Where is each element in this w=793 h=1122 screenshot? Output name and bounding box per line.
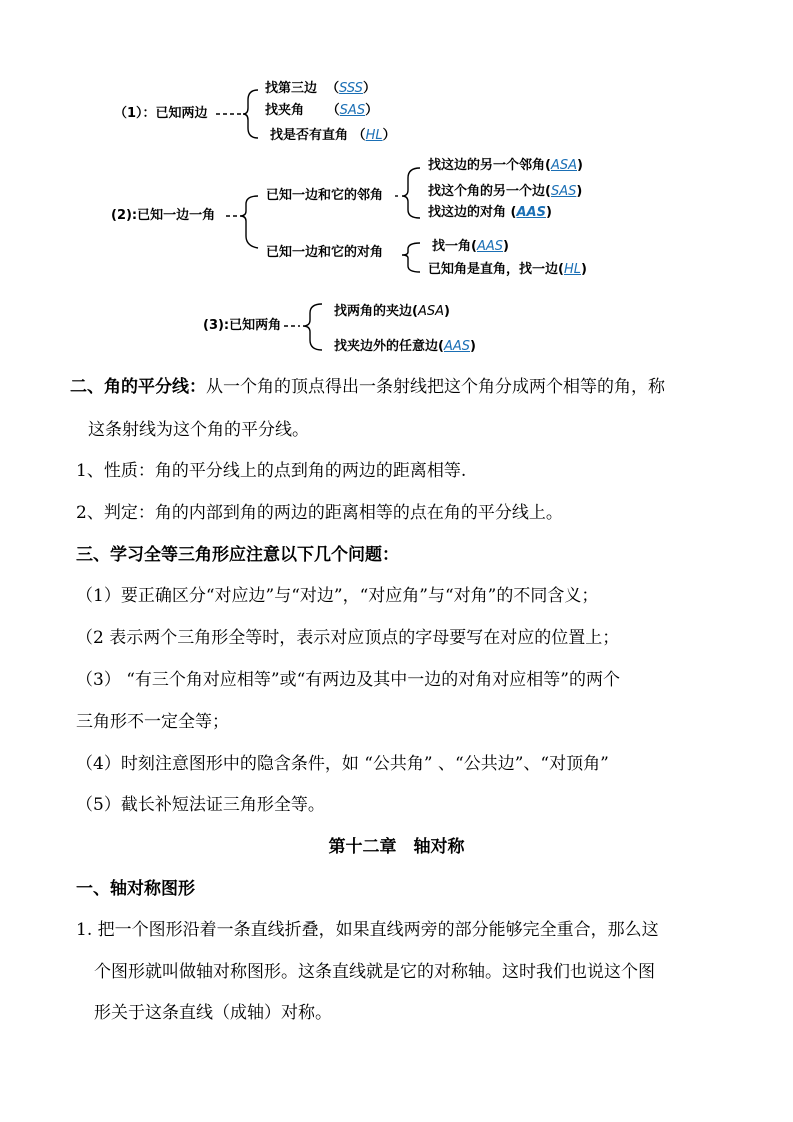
s3-item-1: （1）要正确区分“对应边”与“对边”，“对应角”与“对角”的不同含义；	[76, 586, 599, 606]
g1-code-hl[interactable]: HL	[365, 128, 383, 143]
g1-code-sas[interactable]: SAS	[339, 103, 366, 118]
g1-item-2: 找夹角 （SAS）	[265, 103, 379, 118]
g2-sub1-label: 已知一边和它的邻角	[266, 188, 384, 203]
g1-code-sss[interactable]: SSS	[339, 81, 363, 96]
s3-item-5: （5）截长补短法证三角形全等。	[76, 795, 325, 815]
g3-code-aas[interactable]: AAS	[443, 339, 471, 354]
g2-sub1-item-2: 找这个角的另一个边(SAS)	[428, 184, 583, 199]
s2-title: 二、角的平分线：	[70, 377, 206, 397]
g3-item-2: 找夹边外的任意边(AAS)	[334, 339, 476, 354]
g1-item-1: 找第三边 （SSS）	[265, 81, 376, 96]
s2-property: 1、性质：角的平分线上的点到角的两边的距离相等.	[76, 461, 467, 481]
g3-item-1: 找两角的夹边(ASA)	[334, 304, 450, 319]
g2-sub1-bracket	[402, 168, 420, 218]
ch-para-line-1: 1. 把一个图形沿着一条直线折叠，如果直线两旁的部分能够完全重合，那么这	[76, 920, 659, 940]
s2-criterion: 2、判定：角的内部到角的两边的距离相等的点在角的平分线上。	[76, 503, 563, 523]
g2-sub1-item-3: 找这边的对角 (AAS)	[428, 205, 552, 220]
s3-item-2: （2 表示两个三角形全等时，表示对应顶点的字母要写在对应的位置上；	[76, 628, 620, 648]
g3-root: (3):已知两角	[203, 318, 282, 333]
chapter-title: 第十二章 轴对称	[328, 837, 465, 857]
g2-sub2-bracket	[402, 243, 420, 272]
g1-root: （1）：已知两边	[114, 106, 208, 121]
s3-item-3a: （3） “有三个角对应相等”或“有两边及其中一边的对角对应相等”的两个	[76, 670, 620, 690]
g3-bracket	[303, 304, 322, 350]
g2-sub2-item-1: 找一角(AAS)	[432, 239, 509, 254]
g2-sub2-item-2: 已知角是直角，找一边(HL)	[428, 262, 587, 277]
s3-item-3b: 三角形不一定全等；	[76, 712, 229, 732]
g2-sub2-label: 已知一边和它的对角	[266, 245, 384, 260]
ch-para-line-2: 个图形就叫做轴对称图形。这条直线就是它的对称轴。这时我们也说这个图	[94, 962, 655, 982]
g2-code-aas[interactable]: AAS	[516, 205, 546, 220]
g1-item-3: 找是否有直角 （HL）	[270, 128, 396, 143]
g2-sub1-item-1: 找这边的另一个邻角(ASA)	[428, 158, 583, 173]
g2-code-aas-2[interactable]: AAS	[476, 239, 504, 254]
g2-root: (2):已知一边一角	[111, 208, 216, 223]
g2-code-sas[interactable]: SAS	[550, 184, 577, 199]
s3-title: 三、学习全等三角形应注意以下几个问题：	[76, 545, 399, 565]
g2-bracket	[240, 196, 258, 248]
s2-line-1: 二、角的平分线：从一个角的顶点得出一条射线把这个角分成两个相等的角，称	[70, 377, 665, 397]
g2-code-hl[interactable]: HL	[563, 262, 581, 277]
g2-code-asa[interactable]: ASA	[550, 158, 578, 173]
s2-line-2: 这条射线为这个角的平分线。	[88, 420, 309, 440]
ch-para-line-3: 形关于这条直线（成轴）对称。	[94, 1003, 332, 1023]
diagram-brackets	[0, 0, 793, 380]
s3-item-4: （4）时刻注意图形中的隐含条件，如 “公共角” 、“公共边”、“对顶角”	[76, 754, 609, 774]
g1-bracket	[243, 90, 258, 138]
ch-section-1: 一、轴对称图形	[76, 879, 195, 899]
